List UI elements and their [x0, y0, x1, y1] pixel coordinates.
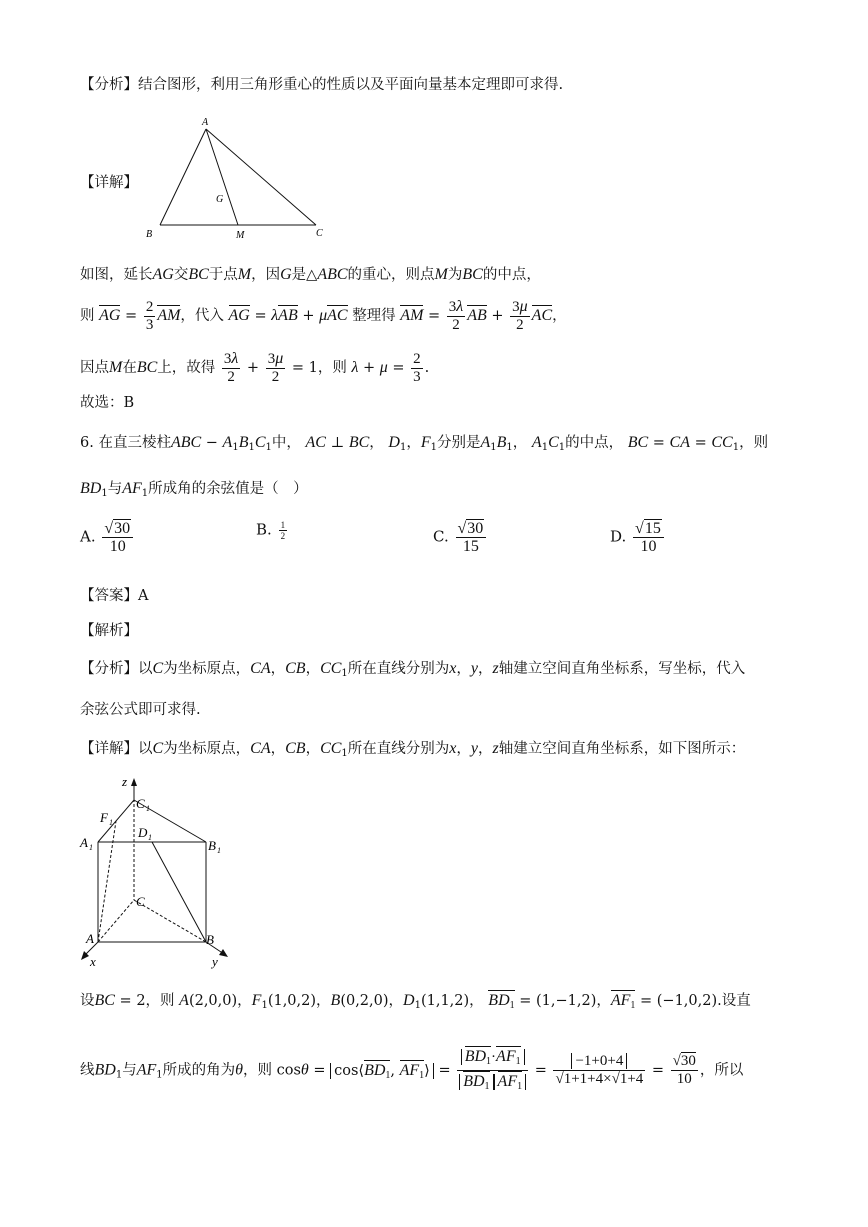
cube-label-b1: B — [208, 838, 216, 853]
tri-label-g: G — [216, 194, 224, 205]
extend-line: 如图，延长AG交BC于点M，因G是△ABC的重心，则点M为BC的中点， — [80, 266, 541, 283]
cube-label-z: z — [122, 774, 128, 789]
tri-label-b: B — [146, 229, 153, 240]
tri-label-m: M — [236, 230, 245, 241]
solution-label: 【解析】 — [80, 623, 138, 639]
option-a[interactable]: A. $\frac{√30}{10}$ — [80, 520, 135, 555]
cube-label-d1: D — [138, 825, 148, 840]
analysis2-line: 【分析】以C为坐标原点，CA，CB，$CC_1$所在直线分别为x，y，z轴建立空间直角坐标系，写坐标，代入 — [80, 660, 746, 679]
analysis2-line-2: 余弦公式即可求得. — [80, 702, 201, 718]
analysis-line: 【分析】结合图形，利用三角形重心的性质以及平面向量基本定理即可求得. — [80, 77, 564, 93]
cube-label-a1: A — [80, 835, 88, 850]
detail-label: 【详解】 — [80, 175, 138, 191]
prism-figure — [78, 770, 238, 970]
set-line: 设BC = 2，则 A(2,0,0)，$F_1(1,0,2)$，B(0,2,0)，$D_1(1,1,2)$， $BD_1 = (1,-1,2)$，$AF_1 = (-1,0,2)$.设直 — [80, 990, 751, 1017]
option-b[interactable]: B. $\frac{1}{2}$ — [256, 520, 286, 541]
cos-line: 线$BD_1$与$AF_1$所成的角为θ，则 $\cos\theta = \cos⟨BD_1$, $AF_1⟩$ = $\frac{BD_1\cdot AF_1}{BD_1 AF_1}$ = $\frac{-1+0+4}{√1+1+4\times√1+4}$ = $\frac{√30}{10}$ ，所以 — [80, 1046, 743, 1095]
svg-text:1: 1 — [217, 846, 221, 855]
because-line: 因点M在BC上，故得 $\frac{3\lambda}{2}$ + $\frac{3\mu}{2}$ = 1，则 λ + μ = $\frac{2}{3}$ . — [80, 350, 430, 385]
option-c[interactable]: C. $\frac{√30}{15}$ — [433, 520, 488, 555]
svg-text:1: 1 — [146, 804, 150, 813]
cube-label-b: B — [206, 932, 214, 947]
cube-label-y: y — [212, 954, 218, 969]
cube-label-c1: C — [136, 796, 145, 811]
svg-text:1: 1 — [109, 818, 113, 827]
triangle-figure — [140, 115, 340, 245]
option-d[interactable]: D. $\frac{√15}{10}$ — [610, 520, 666, 555]
cube-label-x: x — [90, 954, 96, 969]
cube-label-c: C — [136, 894, 145, 909]
svg-text:1: 1 — [148, 833, 152, 842]
answer-label: 【答案】A — [80, 588, 149, 604]
detail2-line: 【详解】以C为坐标原点，CA，CB，$CC_1$所在直线分别为x，y，z轴建立空间直角坐标系，如下图所示： — [80, 740, 746, 759]
vector-line: 则 AG = $\frac{2}{3}$ AM，代入 AG = λAB + μAC 整理得 AM = $\frac{3\lambda}{2}$ AB + $\frac{3\mu}{2}$ AC， — [80, 298, 567, 333]
cube-label-f1: F — [100, 810, 108, 825]
cube-label-a: A — [86, 931, 94, 946]
tri-label-c: C — [316, 228, 323, 239]
tri-label-a: A — [202, 117, 209, 128]
q6-line-2: $BD_1$与$AF_1$所成角的余弦值是（ ） — [80, 480, 308, 499]
q6-line-1: 6. 在直三棱柱ABC − $A_1B_1C_1$中， AC ⊥ BC， $D_1$，$F_1$分别是$A_1B_1$， $A_1C_1$的中点， BC = CA = $CC_1$，则 — [80, 434, 769, 453]
choice-line: 故选：B — [80, 395, 135, 411]
svg-text:1: 1 — [89, 843, 93, 852]
